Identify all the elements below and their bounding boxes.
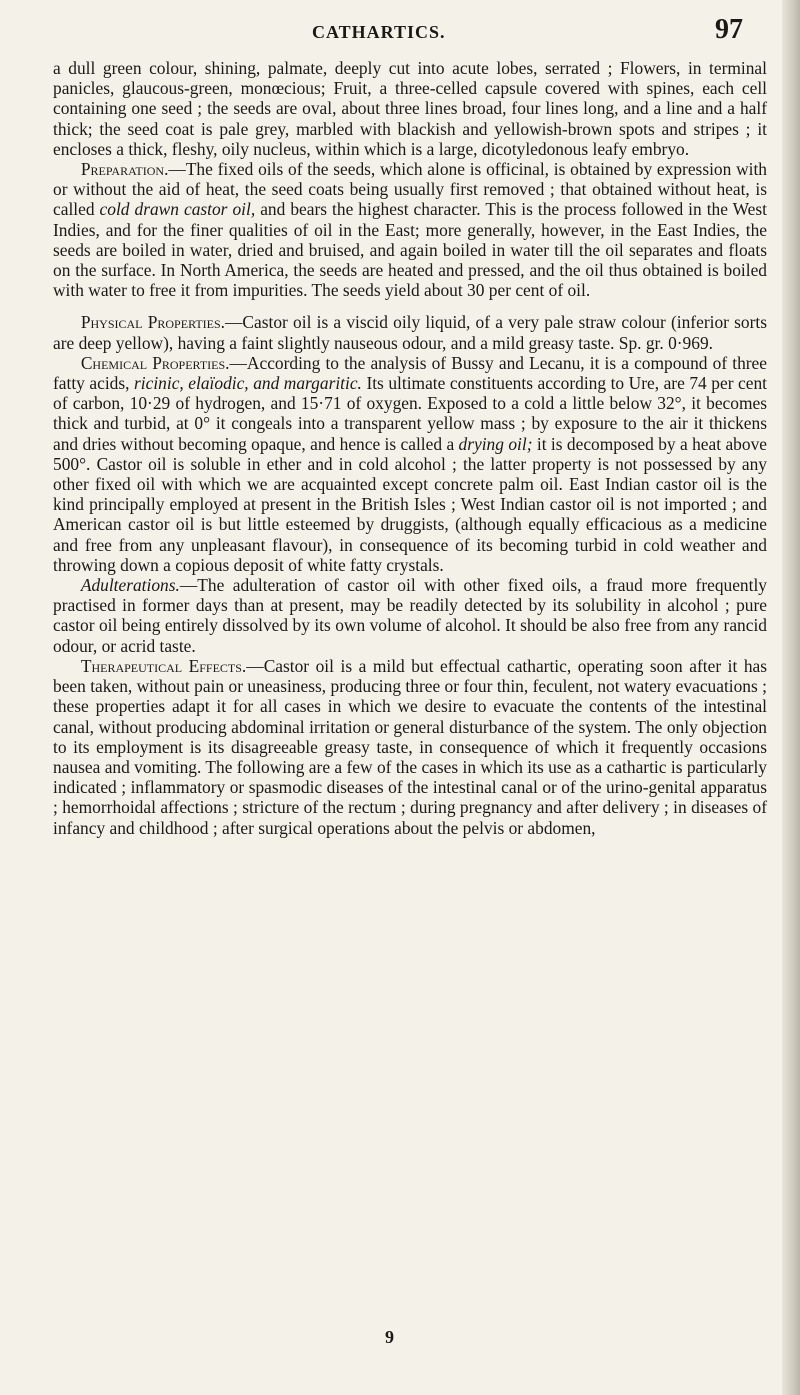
- page-number: 97: [715, 14, 743, 45]
- paragraph-therapeutical-effects: Therapeutical Effects.—Castor oil is a mild but effectual cathartic, operating soon after it has been taken, without pain or uneasiness, producing three or four thin, feculent, not watery evacuations ; these properties adapt it for all cases in which we desire to evacuate the contents of the intestinal canal, without producing abdominal irritation or general disturbance of the system. The only objection to its employment is its disagreeable greasy taste, in consequence of which it frequently occasions nausea and vomiting. The following are a few of the cases in which its use as a cathartic is particularly indicated ; inflammatory or spasmodic diseases of the intestinal canal or of the urino-genital apparatus ; hemorrhoidal affections ; stricture of the rectum ; during pregnancy and after delivery ; in diseases of infancy and childhood ; after surgical operations about the pelvis or abdomen,: [53, 655, 767, 838]
- section-heading-adulterations: Adulterations.: [80, 575, 180, 596]
- section-heading-physical-properties: Physical Properties.: [80, 312, 226, 333]
- section-heading-chemical-properties: Chemical Properties.: [80, 352, 230, 373]
- paragraph-description: a dull green colour, shining, palmate, deeply cut into acute lobes, serrated ; Flowers, in terminal panicles, glaucous-green, monœcious; Fruit, a three-celled capsule covered with spines, each cell containing one seed ; the seeds are oval, about three lines broad, four lines long, and a line and a half thick; the seed coat is pale grey, marbled with blackish and yellowish-brown spots and stripes ; it encloses a thick, fleshy, oily nucleus, within which is a large, dicotyledonous leafy embryo.: [53, 58, 767, 159]
- printer-signature: 9: [385, 1327, 394, 1347]
- paragraph-physical-properties: Physical Properties.—Castor oil is a viscid oily liquid, of a very pale straw colour (inferior sorts are deep yellow), having a faint slightly nauseous odour, and a mild greasy taste. Sp. gr. 0·969.: [53, 312, 767, 353]
- paragraph-chemical-properties: Chemical Properties.—According to the analysis of Bussy and Lecanu, it is a compound of three fatty acids, ricinic, elaïodic, and margaritic. Its ultimate constituents according to Ure, are 74 per cent of carbon, 10·29 of hydrogen, and 15·71 of oxygen. Exposed to a cold a little below 32°, it becomes thick and turbid, at 0° it congeals into a transparent yellow mass ; by exposure to the air it thickens and dries without becoming opaque, and hence is called a drying oil; it is decomposed by a heat above 500°. Castor oil is soluble in ether and in cold alcohol ; the latter property is not possessed by any other fixed oil with which we are acquainted except concrete palm oil. East Indian castor oil is the kind principally employed at present in the British Isles ; West Indian castor oil is not imported ; and American castor oil is but little esteemed by druggists, (although equally efficacious as a medicine and free from any unpleasant flavour), in consequence of its becoming turbid in cold weather and throwing down a copious deposit of white fatty crystals.: [53, 352, 767, 575]
- body-text: [53, 58, 767, 838]
- section-heading-therapeutical-effects: Therapeutical Effects.: [80, 655, 247, 676]
- running-head: CATHARTICS.: [312, 22, 446, 42]
- section-heading-preparation: Preparation.: [80, 159, 169, 180]
- page-edge-shadow: [782, 0, 800, 1395]
- paragraph-adulterations: Adulterations.—The adulteration of castor oil with other fixed oils, a fraud more frequently practised in former days than at present, may be readily detected by its solubility in alcohol ; pure castor oil being entirely dissolved by its own volume of alcohol. It should be also free from any rancid odour, or acrid taste.: [53, 575, 767, 656]
- paragraph-preparation: Preparation.—The fixed oils of the seeds, which alone is officinal, is obtained by expression with or without the aid of heat, the seed coats being usually first removed ; that obtained without heat, is called cold drawn castor oil, and bears the highest character. This is the process followed in the West Indies, and for the finer qualities of oil in the East; more generally, however, in the East Indies, the seeds are boiled in water, dried and bruised, and again boiled in water till the oil separates and floats on the surface. In North America, the seeds are heated and pressed, and the oil thus obtained is boiled with water to free it from impurities. The seeds yield about 30 per cent of oil.: [53, 159, 767, 301]
- page-header: [0, 14, 800, 44]
